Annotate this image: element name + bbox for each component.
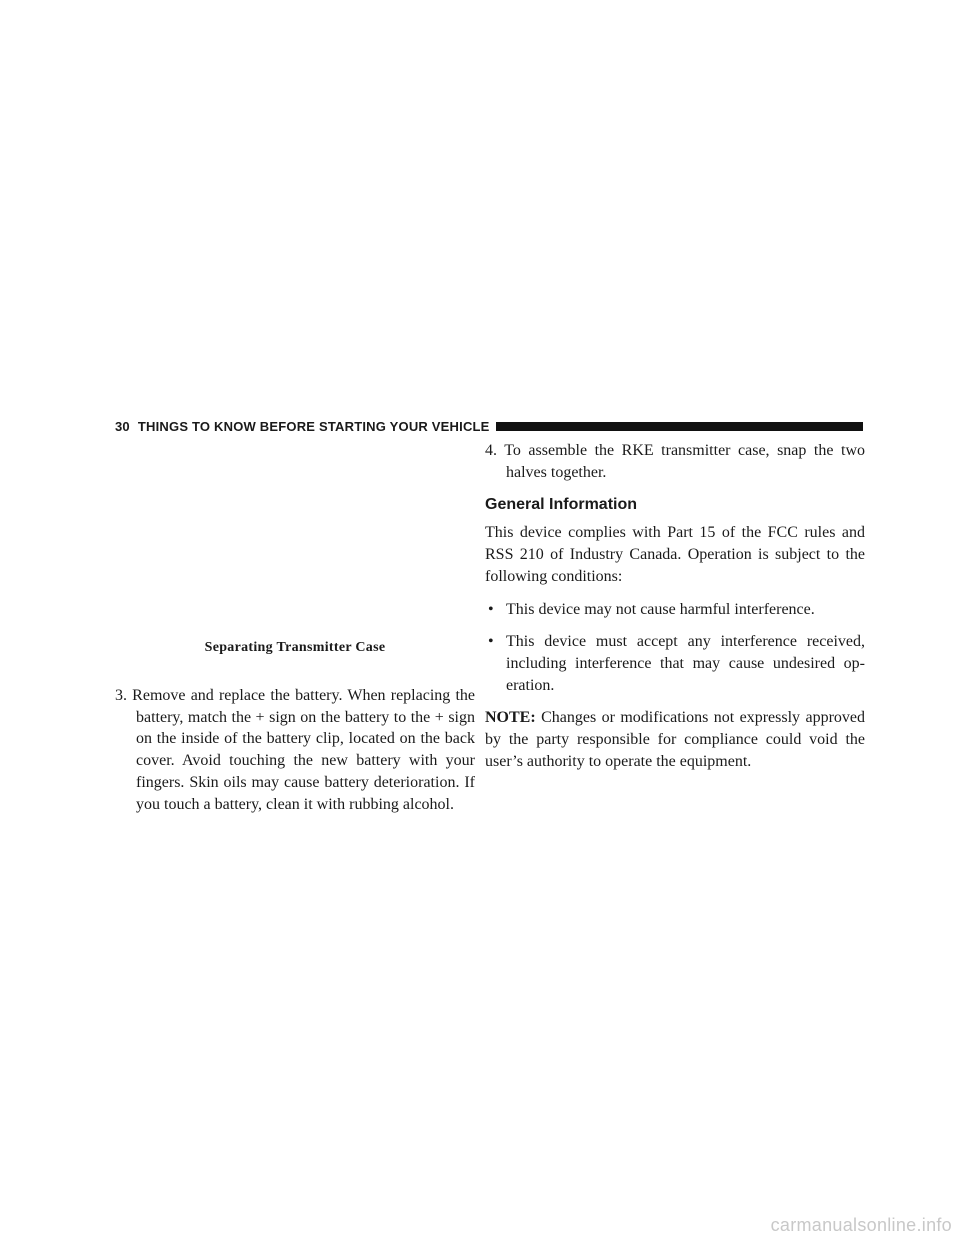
left-column bbox=[115, 440, 475, 813]
section-title: THINGS TO KNOW BEFORE STARTING YOUR VEHICLE bbox=[137, 418, 490, 434]
note-paragraph bbox=[485, 707, 865, 772]
list-item-text: This device may not cause harmful interference. bbox=[506, 600, 815, 618]
figure-image-placeholder bbox=[115, 440, 475, 638]
note-label: NOTE: bbox=[485, 709, 536, 727]
list-item bbox=[485, 631, 865, 696]
list-item-text: This device must accept any interference received, including interference that may cause undesired op-eration. bbox=[506, 633, 865, 694]
general-information-heading: General Information bbox=[485, 496, 638, 514]
step-4: 4. To assemble the RKE transmitter case, snap the two halves together. bbox=[485, 442, 865, 481]
page-header bbox=[115, 417, 863, 435]
bullet-icon: • bbox=[488, 633, 494, 651]
step-3: 3. Remove and replace the battery. When replacing the battery, match the + sign on the battery to the + sign on the inside of the battery clip, located on the back cover. Avoid touching the new battery with your fingers. Skin oils may cause battery deterioration. If you touch a battery, clean it with rubbing alcohol. bbox=[115, 687, 475, 813]
right-column bbox=[485, 440, 865, 783]
header-rule bbox=[496, 422, 863, 431]
list-item bbox=[485, 599, 865, 621]
compliance-intro: This device complies with Part 15 of the FCC rules and RSS 210 of Industry Canada. Operation is subject to the following conditions: bbox=[485, 524, 865, 585]
note-text: Changes or modifications not expressly approved by the party responsible for compliance could void the user’s authority to operate the equipment. bbox=[485, 709, 865, 770]
figure-caption: Separating Transmitter Case bbox=[204, 640, 386, 655]
conditions-list bbox=[485, 599, 865, 697]
bullet-icon: • bbox=[488, 600, 494, 618]
page-number: 30 bbox=[115, 418, 130, 434]
site-watermark: carmanualsonline.info bbox=[770, 1215, 952, 1235]
